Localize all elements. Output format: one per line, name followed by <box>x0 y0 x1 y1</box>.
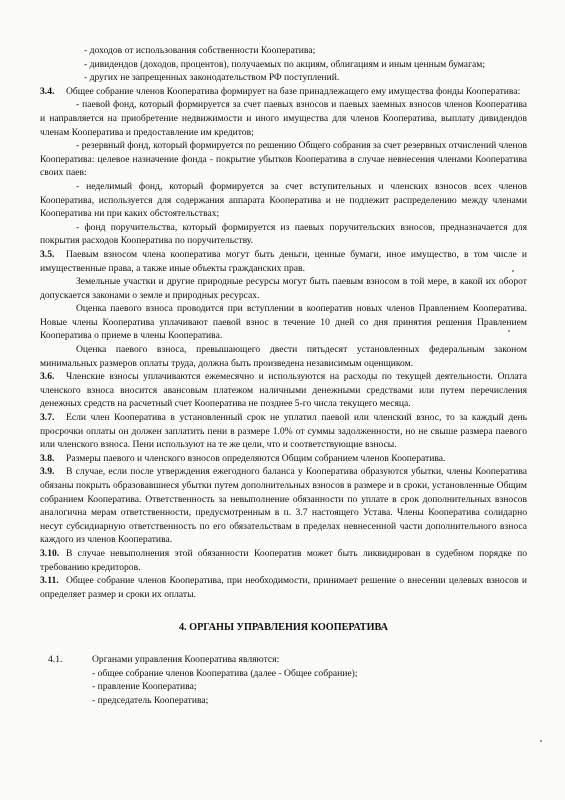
clause-text: В случае, если после утверждения ежегодного баланса у Кооператива образуются убытки, члены Кооператива обязаны покрыть образовавшиеся убытки путем дополнительных взносов в размере и в сроки, установленные Общим собранием Кооператива. Ответственность за невыполнение обязанности по уплате в срок дополнительных взносов аналогична мерам ответственности, предусмотренным в п. 3.7 настоящего Устава. Члены Кооператива солидарно несут субсидиарную ответственность по его обязательствам в пределах невнесенной части дополнительного взноса каждого из членов Кооператива. <box>40 466 527 546</box>
income-item-property: - доходов от использования собственности Кооператива; <box>84 45 316 56</box>
clause-number: 3.10. <box>40 547 60 559</box>
scan-speck <box>508 330 510 332</box>
income-item-dividends: - дивидендов (доходов, процентов), получаемых по акциям, облигациям и иным ценным бумагам; <box>84 58 485 70</box>
fund-item-indivisible: - неделимый фонд, который формируется за счет вступительных и членских взносов всех членов Кооператива, используется для содержания аппарата Кооператива и не подлежит распределению между членами Кооператива ни при каких обстоятельствах; <box>40 180 527 220</box>
clause-3-5-valuation: Оценка паевого взноса проводится при вступлении в кооператив новых членов Правлением Кооператива. Новые члены Кооператива уплачивают паевой взнос в течение 10 дней со дня принятия решения Правлением Кооператива о приеме в члены Кооператива. <box>40 303 527 342</box>
clause-text: Органами управления Кооператива являются: <box>92 653 280 665</box>
clause-number: 3.5. <box>40 248 55 260</box>
section-4-heading: 4. ОРГАНЫ УПРАВЛЕНИЯ КООПЕРАТИВА <box>178 622 389 634</box>
clause-number: 3.9. <box>40 466 55 478</box>
governance-item-board: - правление Кооператива; <box>92 681 197 693</box>
clause-3-4 <box>40 85 527 99</box>
clause-text: Размеры паевого и членского взносов определяются Общим собранием членов Кооператива. <box>66 452 446 464</box>
fund-item-guarantee: - фонд поручительства, который формируется из паевых поручительских взносов, предназначается для покрытия расходов Кооператива по поручительству. <box>40 221 527 247</box>
clause-3-8 <box>40 452 527 466</box>
clause-text: Членские взносы уплачиваются ежемесячно и используются на расходы по текущей деятельности. Оплата членского взноса вносится авансовым платежом наличными денежными средствами или путем перечисления денежных средств на расчетный счет Кооператива не позднее 5-го числа текущего месяца. <box>40 371 527 410</box>
clause-text: Если член Кооператива в установленный срок не уплатил паевой или членский взнос, то за каждый день просрочки оплаты он должен заплатить пени в размере 1.0% от суммы задолженности, но не свыше размера паевого или членского взноса. Пени используют на те же цели, что и соответствующие взносы. <box>40 412 527 451</box>
governance-item-chairman: - председатель Кооператива; <box>92 694 209 706</box>
clause-text: Общее собрание членов Кооператива формирует на базе принадлежащего ему имущества фонды Кооператива: <box>66 85 521 97</box>
fund-item-share: - паевой фонд, который формируется за счет паевых взносов и паевых заемных взносов членов Кооператива и направляется на приобретение недвижимости и иного имущества для членов Кооператива, выплату дивидендов членам Кооператива и предоставление им кредитов; <box>40 99 527 138</box>
clause-number: 3.8. <box>40 452 55 464</box>
clause-3-5-appraiser: Оценка паевого взноса, превышающего двести пятьдесят установленных федеральным законом минимальных размеров оплаты труда, должна быть произведена независимым оценщиком. <box>40 344 527 369</box>
clause-3-10 <box>40 547 527 574</box>
clause-text: Общее собрание членов Кооператива, при необходимости, принимает решение о внесении целевых взносов и определяет размер и сроки их оплаты. <box>40 575 527 600</box>
scan-speck <box>540 740 542 742</box>
clause-3-5-land: Земельные участки и другие природные ресурсы могут быть паевым взносом в той мере, в какой их оборот допускается законами о земле и природных ресурсах. <box>40 276 527 301</box>
income-item-other: - других не запрещенных законодательством РФ поступлений. <box>84 72 340 84</box>
clause-number: 3.11. <box>40 575 59 587</box>
clause-number: 3.4. <box>40 85 55 97</box>
clause-text: В случае невыполнения этой обязанности Кооператив может быть ликвидирован в судебном порядке по требованию кредиторов. <box>40 547 527 573</box>
clause-4-1 <box>40 653 527 707</box>
clause-number: 4.1. <box>48 653 63 665</box>
clause-text: Паевым взносом члена кооператива могут быть деньги, ценные бумаги, иное имущество, в том числе и имущественные права, а также иные объекты гражданских прав. <box>40 248 527 274</box>
governance-item-general-meeting: - общее собрание членов Кооператива (далее - Общее собрание); <box>92 667 358 679</box>
clause-number: 3.6. <box>40 371 55 383</box>
clause-3-11 <box>40 574 527 601</box>
scan-speck <box>512 270 514 272</box>
clause-3-7 <box>40 411 527 452</box>
clause-number: 3.7. <box>40 412 55 424</box>
clause-3-5 <box>40 248 527 275</box>
clause-3-6 <box>40 370 527 411</box>
clause-3-9 <box>40 465 527 547</box>
fund-item-reserve: - резервный фонд, который формируется по решению Общего собрания за счет резервных отчислений членов Кооператива: целевое назначение фонда - покрытие убытков Кооператива в случае невнесения членами Кооператива своих паев: <box>40 140 527 179</box>
